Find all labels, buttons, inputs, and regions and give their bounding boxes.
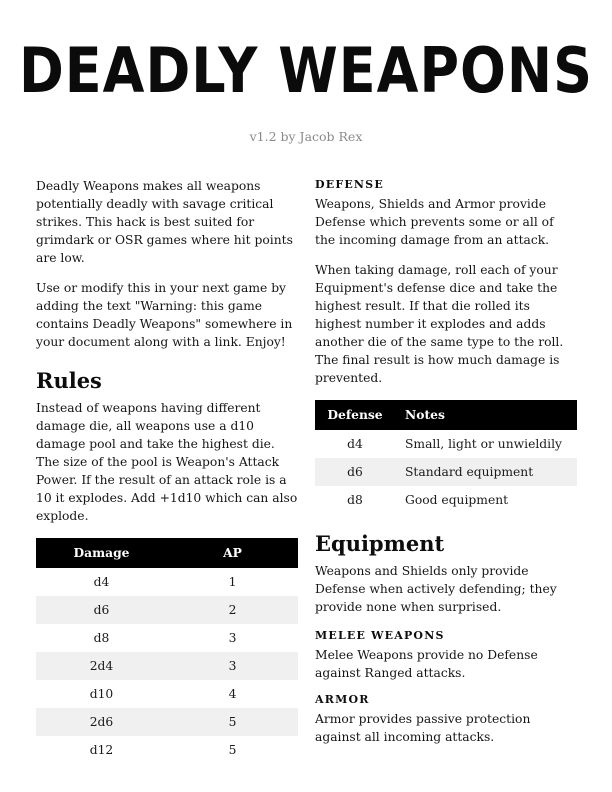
table-row [36, 680, 298, 708]
damage-cell: d6 [36, 596, 167, 624]
table-row [315, 430, 577, 458]
column-header-defense: Defense [315, 400, 395, 430]
document-title: DEADLY WEAPONS [18, 34, 594, 107]
table-row [315, 486, 577, 514]
melee-weapons-paragraph: Melee Weapons provide no Defense against Ranged attacks. [315, 648, 538, 680]
ap-cell: 5 [167, 708, 298, 736]
defense-paragraph: Weapons, Shields and Armor provide Defense which prevents some or all of the incoming damage from an attack. [315, 197, 554, 247]
damage-cell: d10 [89, 687, 114, 701]
equipment-heading: Equipment [315, 531, 445, 556]
usage-paragraph: Use or modify this in your next game by adding the text "Warning: this game contains Deadly Weapons" somewhere in your document along with a link. Enjoy! [36, 281, 293, 349]
ap-cell: 1 [228, 575, 237, 589]
right-column [315, 177, 577, 758]
ap-cell: 2 [167, 596, 298, 624]
melee-weapons-heading: MELEE WEAPONS [315, 629, 445, 642]
defense-table [315, 400, 577, 514]
defense-die-cell: d8 [347, 493, 363, 507]
damage-cell: d12 [89, 743, 114, 757]
defense-roll-paragraph: When taking damage, roll each of your Equipment's defense dice and take the highest result. If that die rolled its highest number it explodes and adds another die of the same type to the roll. The final result is how much damage is prevented. [315, 263, 564, 385]
table-row [36, 624, 298, 652]
table-row [315, 458, 577, 486]
column-header-notes: Notes [395, 400, 577, 430]
rules-heading: Rules [36, 368, 102, 393]
table-row [36, 596, 298, 624]
damage-cell: d8 [93, 631, 110, 645]
table-row [36, 652, 298, 680]
ap-cell: 3 [167, 652, 298, 680]
defense-heading: DEFENSE [315, 178, 384, 191]
table-row [36, 736, 298, 764]
left-column [36, 177, 298, 764]
notes-cell: Standard equipment [395, 458, 577, 486]
damage-cell: 2d4 [36, 652, 167, 680]
column-header-ap: AP [167, 538, 298, 568]
table-row [36, 568, 298, 596]
damage-cell: 2d6 [36, 708, 167, 736]
table-row [36, 708, 298, 736]
damage-cell: d4 [93, 575, 110, 589]
defense-die-cell: d6 [315, 458, 395, 486]
ap-cell: 4 [228, 687, 237, 701]
ap-cell: 3 [228, 631, 237, 645]
intro-paragraph: Deadly Weapons makes all weapons potentially deadly with savage critical strikes. This hack is best suited for grimdark or OSR games where hit points are low. [36, 179, 293, 265]
table-header-row [36, 538, 298, 568]
damage-table [36, 538, 298, 764]
ap-cell: 5 [228, 743, 237, 757]
document-subtitle: v1.2 by Jacob Rex [249, 129, 363, 144]
rules-paragraph: Instead of weapons having different damage die, all weapons use a d10 damage pool and take the highest die. The size of the pool is Weapon's Attack Power. If the result of an attack role is a 10 it explodes. Add +1d10 which can also explode. [36, 401, 298, 523]
notes-cell: Small, light or unwieldily [405, 437, 562, 451]
column-header-damage: Damage [36, 538, 167, 568]
notes-cell: Good equipment [405, 493, 509, 507]
defense-die-cell: d4 [347, 437, 363, 451]
armor-heading: ARMOR [315, 693, 370, 706]
table-header-row [315, 400, 577, 430]
armor-paragraph: Armor provides passive protection against all incoming attacks. [315, 712, 531, 744]
equipment-paragraph: Weapons and Shields only provide Defense when actively defending; they provide none when surprised. [315, 564, 557, 614]
